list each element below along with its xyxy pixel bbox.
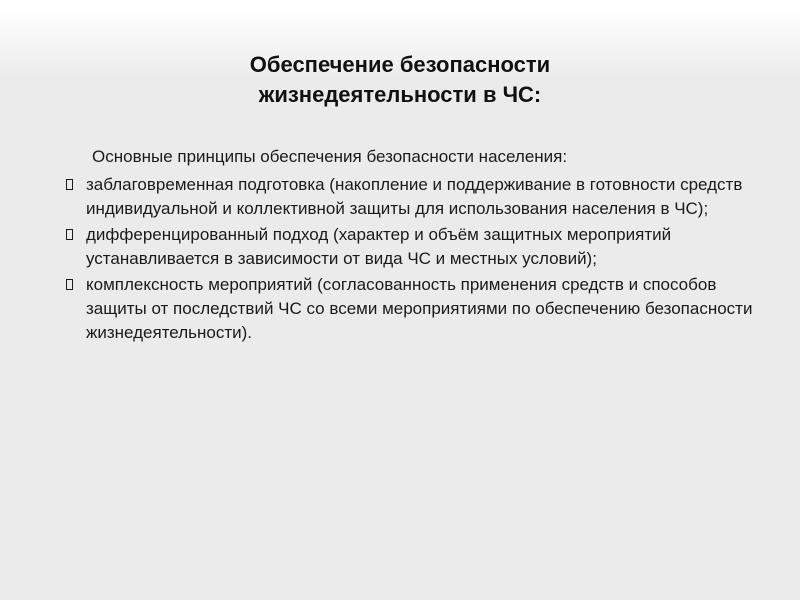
slide-body	[66, 145, 756, 345]
title-line-2: жизнедеятельности в ЧС:	[258, 82, 542, 107]
list-item-text: заблаговременная подготовка (накопление и поддерживание в готовности средств индивидуальной и коллективной защиты для использования населения в ЧС);	[86, 175, 743, 218]
list-item-text: дифференцированный подход (характер и объём защитных мероприятий устанавливается в зависимости от вида ЧС и местных условий);	[86, 225, 672, 268]
slide-title	[0, 50, 800, 110]
bullet-icon	[66, 279, 73, 290]
list-item	[66, 273, 756, 345]
title-line-1: Обеспечение безопасности	[249, 52, 551, 77]
list-item	[66, 173, 756, 221]
list-item-text: комплексность мероприятий (согласованность применения средств и способов защиты от последствий ЧС со всеми мероприятиями по обеспечению безопасности жизнедеятельности).	[86, 275, 753, 342]
bullet-icon	[66, 179, 73, 190]
intro-text: Основные принципы обеспечения безопасности населения:	[92, 147, 568, 166]
list-item	[66, 223, 756, 271]
bullet-icon	[66, 229, 73, 240]
